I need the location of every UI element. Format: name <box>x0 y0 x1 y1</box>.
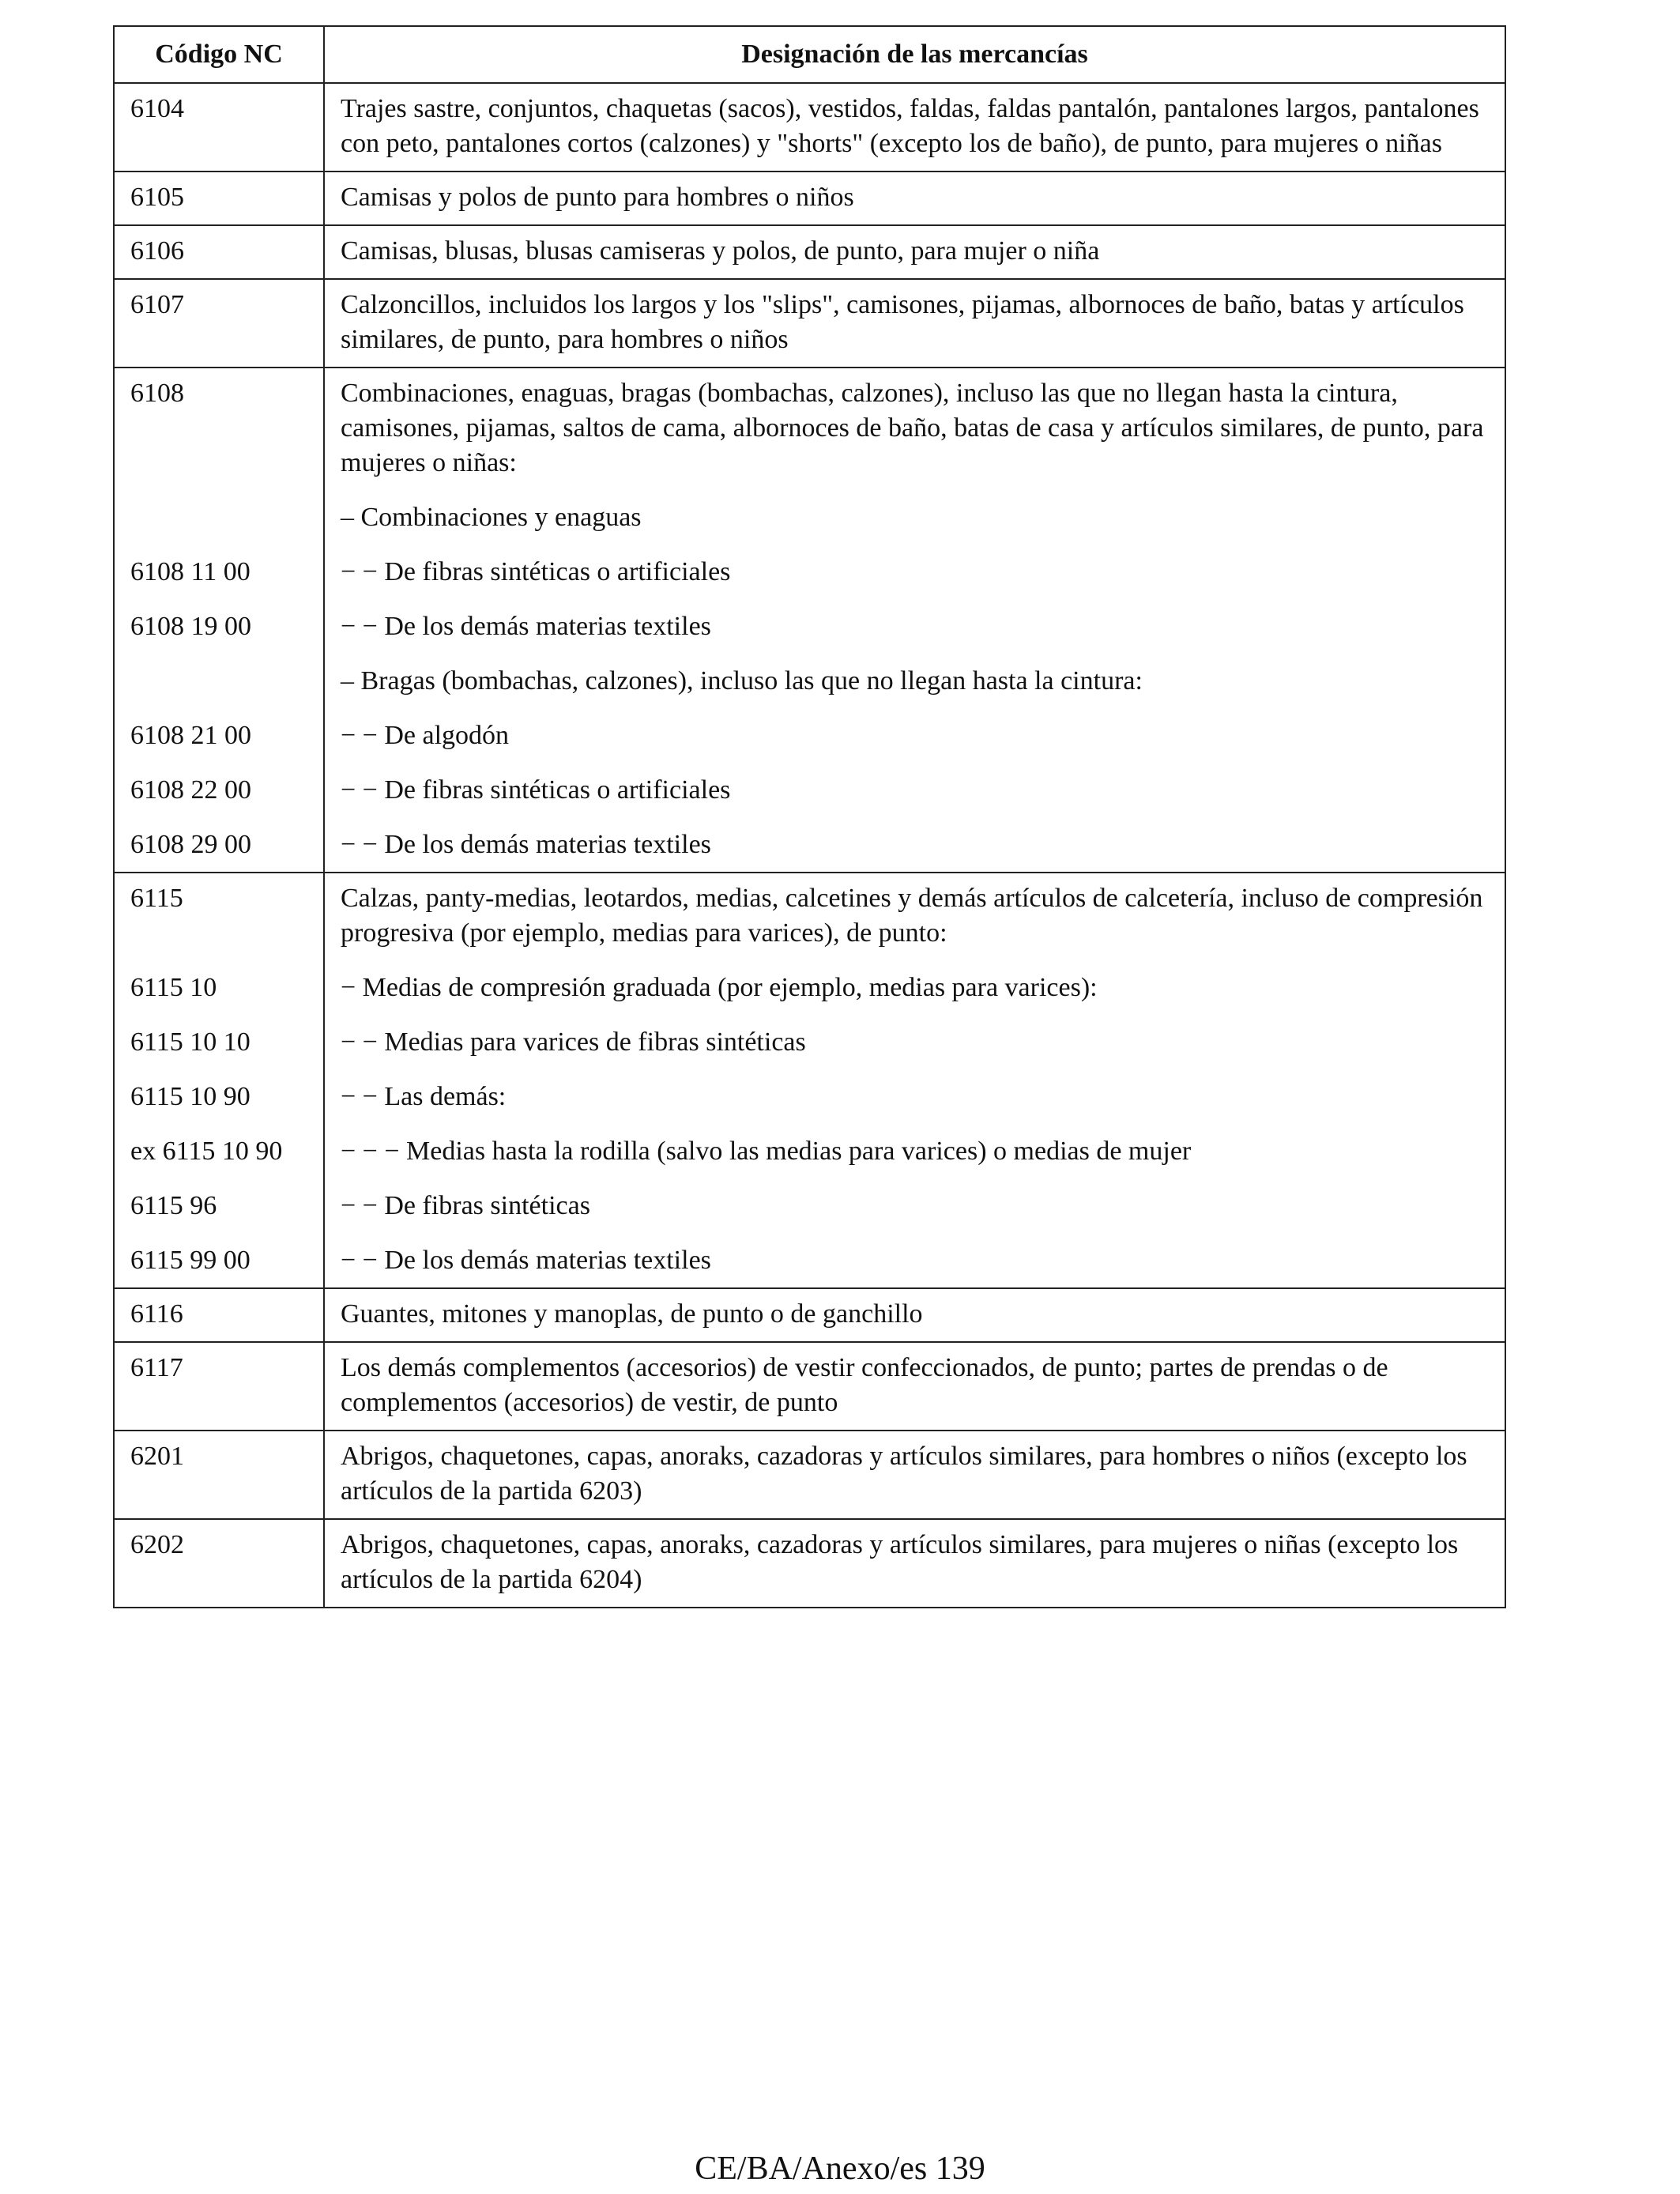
table-row <box>114 172 1505 225</box>
description-cell <box>324 225 1505 279</box>
code-cell <box>114 368 324 873</box>
goods-description: − Medias de compresión graduada (por ejemplo, medias para varices): <box>341 973 1098 1002</box>
description-cell <box>324 1519 1505 1608</box>
goods-description: − − Las demás: <box>341 1082 507 1111</box>
code-cell <box>114 83 324 172</box>
goods-description: Abrigos, chaquetones, capas, anoraks, cazadoras y artículos similares, para hombres o niños (excepto los artículos de la partida 6203) <box>341 1442 1467 1506</box>
nc-code: 6115 10 <box>130 973 217 1002</box>
code-cell <box>114 873 324 1288</box>
goods-description: − − De los demás materias textiles <box>341 1246 711 1275</box>
nc-code: 6115 <box>130 884 183 913</box>
description-cell <box>324 1288 1505 1342</box>
goods-description: − − De fibras sintéticas o artificiales <box>341 775 731 805</box>
goods-description: Combinaciones, enaguas, bragas (bombachas, calzones), incluso las que no llegan hasta la cintura, camisones, pijamas, saltos de cama, albornoces de baño, batas de casa y artículos similares, de punto, para mujeres o niñas: <box>341 379 1484 477</box>
nc-code: 6117 <box>130 1353 183 1382</box>
nc-code: 6108 11 00 <box>130 557 250 586</box>
table-row <box>114 1431 1505 1519</box>
table-row <box>114 83 1505 172</box>
page-footer: CE/BA/Anexo/es 139 <box>695 2151 985 2187</box>
nc-code: 6115 99 00 <box>130 1246 250 1275</box>
code-cell <box>114 172 324 225</box>
table-row <box>114 225 1505 279</box>
description-cell <box>324 83 1505 172</box>
goods-description: Guantes, mitones y manoplas, de punto o de ganchillo <box>341 1299 923 1329</box>
goods-description: – Bragas (bombachas, calzones), incluso las que no llegan hasta la cintura: <box>341 666 1143 696</box>
nc-code: 6108 29 00 <box>130 830 251 859</box>
table-body <box>114 83 1505 1608</box>
table-header-row <box>114 26 1505 83</box>
nc-code: 6108 22 00 <box>130 775 251 805</box>
nc-code: 6107 <box>130 290 184 319</box>
description-cell <box>324 368 1505 873</box>
nc-code: 6115 10 90 <box>130 1082 250 1111</box>
code-cell <box>114 1519 324 1608</box>
nc-code: 6106 <box>130 236 184 266</box>
description-cell <box>324 1431 1505 1519</box>
code-cell <box>114 1342 324 1431</box>
description-cell <box>324 172 1505 225</box>
goods-description: Abrigos, chaquetones, capas, anoraks, cazadoras y artículos similares, para mujeres o niñas (excepto los artículos de la partida 6204) <box>341 1530 1459 1594</box>
table-row <box>114 1288 1505 1342</box>
nc-code: 6115 96 <box>130 1191 217 1220</box>
goods-description: − − De los demás materias textiles <box>341 612 711 641</box>
goods-description: Calzoncillos, incluidos los largos y los "slips", camisones, pijamas, albornoces de baño, batas y artículos similares, de punto, para hombres o niños <box>341 290 1464 354</box>
table-row <box>114 1519 1505 1608</box>
code-cell <box>114 1288 324 1342</box>
nc-code: 6105 <box>130 183 184 212</box>
header-designacion: Designación de las mercancías <box>324 26 1505 83</box>
goods-description: − − − Medias hasta la rodilla (salvo las medias para varices) o medias de mujer <box>341 1137 1192 1166</box>
description-cell <box>324 873 1505 1288</box>
nc-code: 6108 19 00 <box>130 612 251 641</box>
goods-description: Trajes sastre, conjuntos, chaquetas (sacos), vestidos, faldas, faldas pantalón, pantalones largos, pantalones con peto, pantalones cortos (calzones) y "shorts" (excepto los de baño), de punto, para mujeres o niñas <box>341 94 1479 158</box>
table-row <box>114 873 1505 1288</box>
table-row <box>114 1342 1505 1431</box>
nc-code: 6116 <box>130 1299 183 1329</box>
nc-code: 6201 <box>130 1442 184 1471</box>
nc-code: 6115 10 10 <box>130 1027 250 1057</box>
goods-description: − − Medias para varices de fibras sintéticas <box>341 1027 806 1057</box>
goods-description: Camisas, blusas, blusas camiseras y polos, de punto, para mujer o niña <box>341 236 1100 266</box>
nc-code: ex 6115 10 90 <box>130 1137 283 1166</box>
code-cell <box>114 279 324 368</box>
goods-description: − − De algodón <box>341 721 510 750</box>
description-cell <box>324 279 1505 368</box>
goods-description: − − De los demás materias textiles <box>341 830 711 859</box>
code-cell <box>114 1431 324 1519</box>
goods-description: Los demás complementos (accesorios) de vestir confeccionados, de punto; partes de prendas o de complementos (accesorios) de vestir, de punto <box>341 1353 1388 1417</box>
nc-code: 6108 <box>130 379 184 408</box>
nc-code-table <box>113 25 1506 1608</box>
goods-description: − − De fibras sintéticas <box>341 1191 590 1220</box>
description-cell <box>324 1342 1505 1431</box>
goods-description: Camisas y polos de punto para hombres o niños <box>341 183 854 212</box>
table-row <box>114 368 1505 873</box>
goods-description: – Combinaciones y enaguas <box>341 503 642 532</box>
goods-description: − − De fibras sintéticas o artificiales <box>341 557 731 586</box>
nc-code: 6104 <box>130 94 184 123</box>
goods-description: Calzas, panty-medias, leotardos, medias, calcetines y demás artículos de calcetería, incluso de compresión progresiva (por ejemplo, medias para varices), de punto: <box>341 884 1483 948</box>
code-cell <box>114 225 324 279</box>
nc-code <box>130 664 307 699</box>
header-codigo-nc: Código NC <box>114 26 324 83</box>
nc-code: 6108 21 00 <box>130 721 251 750</box>
nc-code: 6202 <box>130 1530 184 1559</box>
nc-code <box>130 500 307 535</box>
table-row <box>114 279 1505 368</box>
